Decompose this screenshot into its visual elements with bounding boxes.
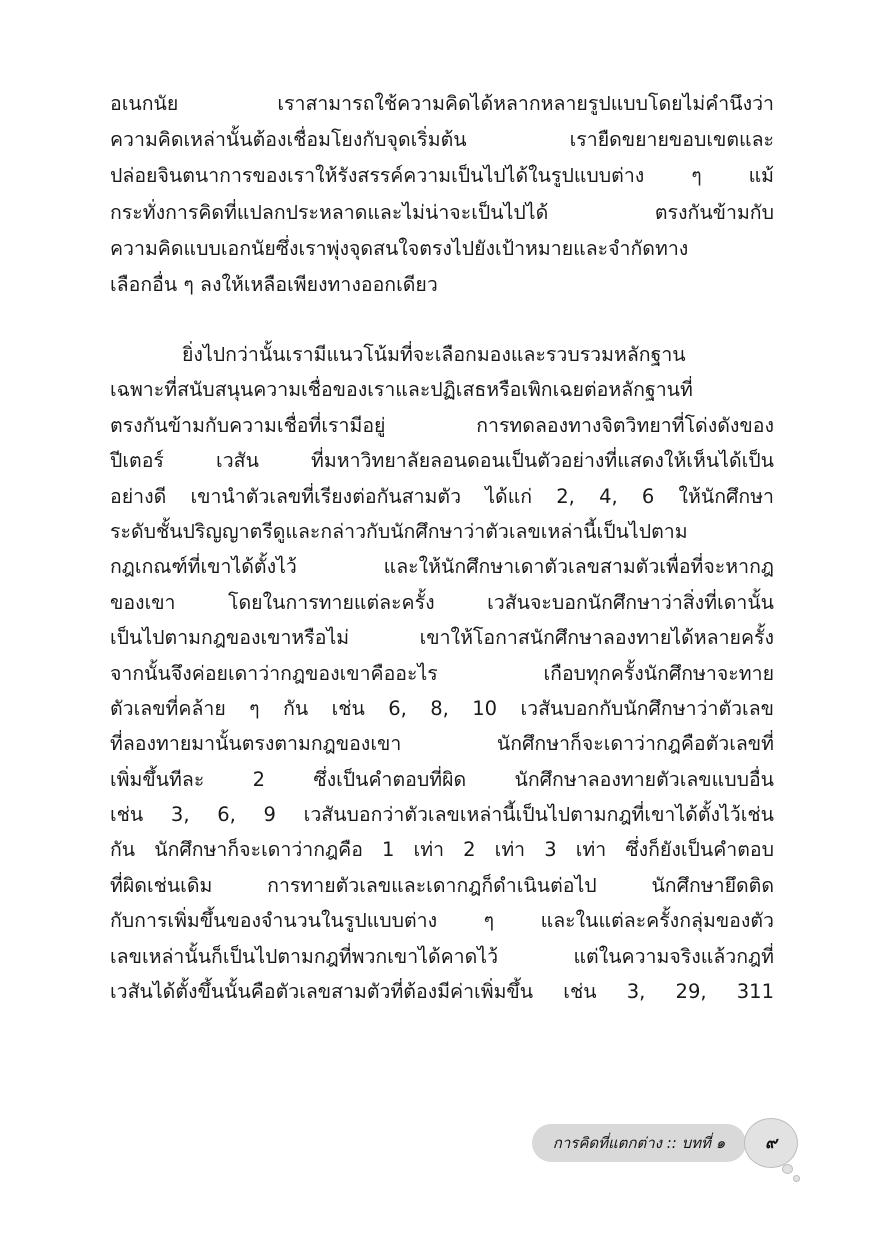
cloud-bubble-decoration [793,1175,800,1182]
text-line: ที่ลองทายมานั้นตรงตามกฎของเขา นักศึกษาก็จะเดาว่ากฎคือตัวเลขที่ [110,732,774,756]
text-line: ความคิดแบบเอกนัยซึ่งเราพุ่งจุดสนใจตรงไปยังเป้าหมายและจำกัดทาง [110,236,689,260]
text-line: ยิ่งไปกว่านั้นเรามีแนวโน้มที่จะเลือกมองและรวบรวมหลักฐาน [182,343,686,366]
text-line: กัน นักศึกษาก็จะเดาว่ากฎคือ 1 เท่า 2 เท่า 3 เท่า ซึ่งก็ยังเป็นคำตอบ [110,838,774,862]
text-line: ปล่อยจินตนาการของเราให้รังสรรค์ความเป็นไปได้ในรูปแบบต่าง ๆ แม้ [110,164,774,188]
text-line: ปีเตอร์ เวสัน ที่มหาวิทยาลัยลอนดอนเป็นตัวอย่างที่แสดงให้เห็นได้เป็น [110,449,774,473]
text-line: ที่ผิดเช่นเดิม การทายตัวเลขและเดากฎก็ดำเนินต่อไป นักศึกษายึดติด [110,873,774,897]
text-line: กับการเพิ่มขึ้นของจำนวนในรูปแบบต่าง ๆ และในแต่ละครั้งกลุ่มของตัว [110,909,774,933]
text-line: เช่น 3, 6, 9 เวสันบอกว่าตัวเลขเหล่านี้เป็นไปตามกฎที่เขาได้ตั้งไว้เช่น [110,803,774,827]
page-number: ๙ [744,1118,798,1168]
text-line: กระทั่งการคิดที่แปลกประหลาดและไม่น่าจะเป็นไปได้ ตรงกันข้ามกับ [110,200,774,224]
cloud-bubble-decoration [782,1164,793,1174]
text-line: เวสันได้ตั้งขึ้นนั้นคือตัวเลขสามตัวที่ต้องมีค่าเพิ่มขึ้น เช่น 3, 29, 311 [110,980,774,1004]
text-line: เป็นไปตามกฎของเขาหรือไม่ เขาให้โอกาสนักศึกษาลองทายได้หลายครั้ง [110,626,774,650]
text-line: ความคิดเหล่านั้นต้องเชื่อมโยงกับจุดเริ่มต้น เรายืดขยายขอบเขตและ [110,128,774,152]
text-line: กฎเกณฑ์ที่เขาได้ตั้งไว้ และให้นักศึกษาเดาตัวเลขสามตัวเพื่อที่จะหากฎ [110,555,774,579]
text-line: อเนกนัย เราสามารถใช้ความคิดได้หลากหลายรูปแบบโดยไม่คำนึงว่า [110,92,774,115]
text-line: ระดับชั้นปริญญาตรีดูและกล่าวกับนักศึกษาว่าตัวเลขเหล่านี้เป็นไปตาม [110,519,688,543]
running-footer-title: การคิดที่แตกต่าง :: บทที่ ๑ [532,1124,746,1162]
paragraph-1 [110,86,774,303]
text-line: เลือกอื่น ๆ ลงให้เหลือเพียงทางออกเดียว [110,272,438,296]
text-line: ของเขา โดยในการทายแต่ละครั้ง เวสันจะบอกนักศึกษาว่าสิ่งที่เดานั้น [110,590,774,614]
text-line: ตัวเลขที่คล้าย ๆ กัน เช่น 6, 8, 10 เวสันบอกกับนักศึกษาว่าตัวเลข [110,696,774,720]
text-line: อย่างดี เขานำตัวเลขที่เรียงต่อกันสามตัว ได้แก่ 2, 4, 6 ให้นักศึกษา [110,484,774,508]
text-line: เลขเหล่านั้นก็เป็นไปตามกฎที่พวกเขาได้คาดไว้ แต่ในความจริงแล้วกฎที่ [110,944,774,968]
text-line: ตรงกันข้ามกับความเชื่อที่เรามีอยู่ การทดลองทางจิตวิทยาที่โด่งดังของ [110,413,774,437]
text-line: จากนั้นจึงค่อยเดาว่ากฎของเขาคืออะไร เกือบทุกครั้งนักศึกษาจะทาย [110,661,774,685]
text-line: เพิ่มขึ้นทีละ 2 ซึ่งเป็นคำตอบที่ผิด นักศึกษาลองทายตัวเลขแบบอื่น [110,767,774,791]
paragraph-2 [110,337,774,1009]
text-line: เฉพาะที่สนับสนุนความเชื่อของเราและปฏิเสธหรือเพิกเฉยต่อหลักฐานที่ [110,378,693,402]
